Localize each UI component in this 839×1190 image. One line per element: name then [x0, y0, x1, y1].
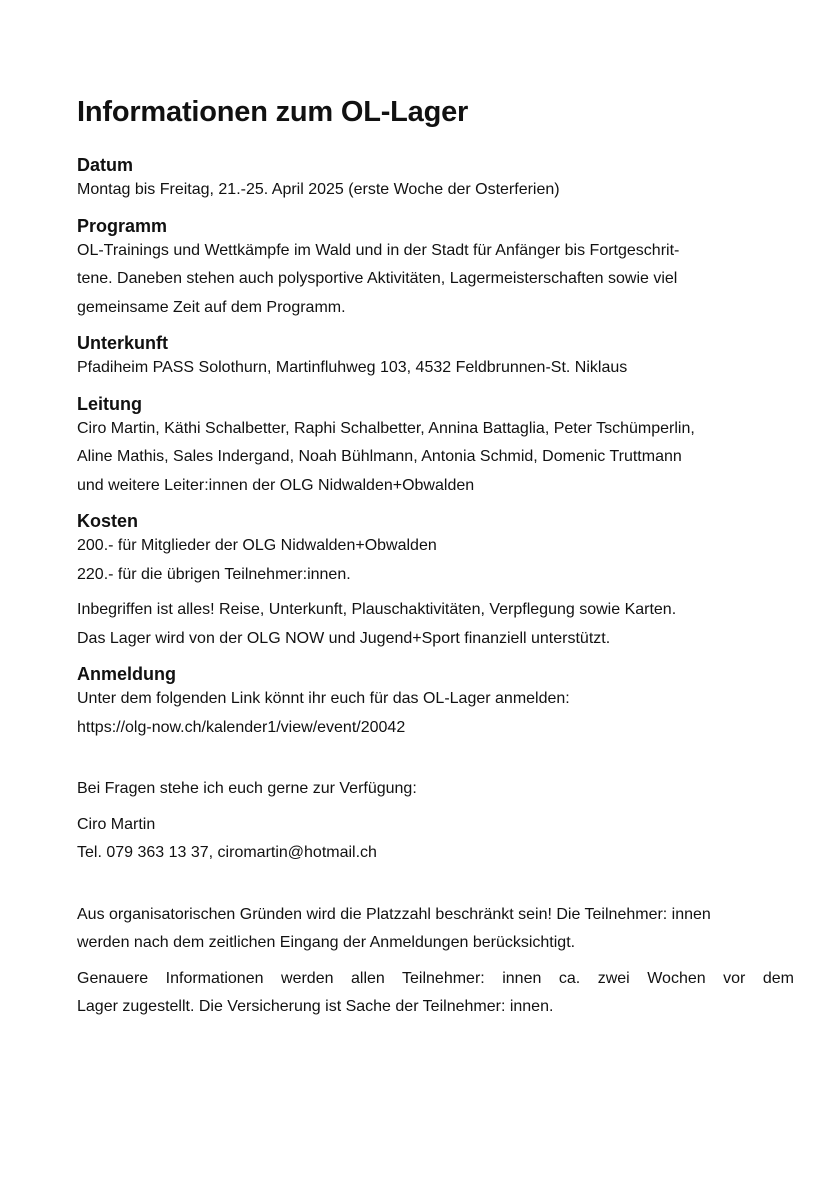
contact-name: Ciro Martin — [77, 815, 156, 833]
contact-block — [77, 775, 794, 868]
text-line: Das Lager wird von der OLG NOW und Jugend+Sport finanziell unterstützt. — [77, 629, 611, 647]
section-text: Unter dem folgenden Link könnt ihr euch für das OL-Lager anmelden: — [77, 690, 570, 707]
section-text: Montag bis Freitag, 21.-25. April 2025 (erste Woche der Osterferien) — [77, 181, 560, 198]
section-heading: Anmeldung — [77, 664, 176, 684]
text-line: OL-Trainings und Wettkämpfe im Wald und in der Stadt für Anfänger bis Fortgeschrit- — [77, 241, 680, 259]
section-heading: Unterkunft — [77, 333, 168, 353]
section-anmeldung — [77, 663, 794, 742]
notes-block — [77, 901, 794, 1022]
document-page — [77, 92, 794, 1022]
note-line: Aus organisatorischen Gründen wird die Platzzahl beschränkt sein! Die Teilnehmer: innen — [77, 905, 711, 923]
text-line: Aline Mathis, Sales Indergand, Noah Bühlmann, Antonia Schmid, Domenic Truttmann — [77, 448, 682, 465]
price-line: 200.- für Mitglieder der OLG Nidwalden+Obwalden — [77, 537, 437, 554]
section-programm — [77, 215, 794, 323]
section-datum — [77, 154, 794, 205]
section-leitung — [77, 393, 794, 501]
note-line: werden nach dem zeitlichen Eingang der Anmeldungen berücksichtigt. — [77, 934, 576, 951]
section-text: Pfadiheim PASS Solothurn, Martinfluhweg 103, 4532 Feldbrunnen-St. Niklaus — [77, 359, 628, 376]
section-heading: Datum — [77, 155, 134, 175]
text-line: tene. Daneben stehen auch polysportive Aktivitäten, Lagermeisterschaften sowie viel — [77, 270, 678, 287]
note-line: Lager zugestellt. Die Versicherung ist Sache der Teilnehmer: innen. — [77, 998, 554, 1015]
note-line: Genauere Informationen werden allen Teilnehmer: innen ca. zwei Wochen vor dem — [77, 969, 794, 987]
text-line: Ciro Martin, Käthi Schalbetter, Raphi Schalbetter, Annina Battaglia, Peter Tschümperlin, — [77, 419, 695, 437]
registration-link[interactable]: https://olg-now.ch/kalender1/view/event/20042 — [77, 718, 406, 736]
section-heading: Leitung — [77, 393, 142, 414]
contact-details: Tel. 079 363 13 37, ciromartin@hotmail.ch — [77, 844, 377, 861]
price-line: 220.- für die übrigen Teilnehmer:innen. — [77, 565, 351, 583]
text-line: gemeinsame Zeit auf dem Programm. — [77, 298, 346, 316]
page-title: Informationen zum OL-Lager — [77, 96, 469, 128]
text-line: und weitere Leiter:innen der OLG Nidwalden+Obwalden — [77, 476, 475, 494]
section-kosten — [77, 510, 794, 653]
text-line: Inbegriffen ist alles! Reise, Unterkunft, Plauschaktivitäten, Verpflegung sowie Karten. — [77, 601, 677, 618]
section-heading: Kosten — [77, 511, 139, 531]
contact-intro: Bei Fragen stehe ich euch gerne zur Verfügung: — [77, 780, 417, 797]
section-heading: Programm — [77, 215, 168, 236]
section-unterkunft — [77, 332, 794, 383]
